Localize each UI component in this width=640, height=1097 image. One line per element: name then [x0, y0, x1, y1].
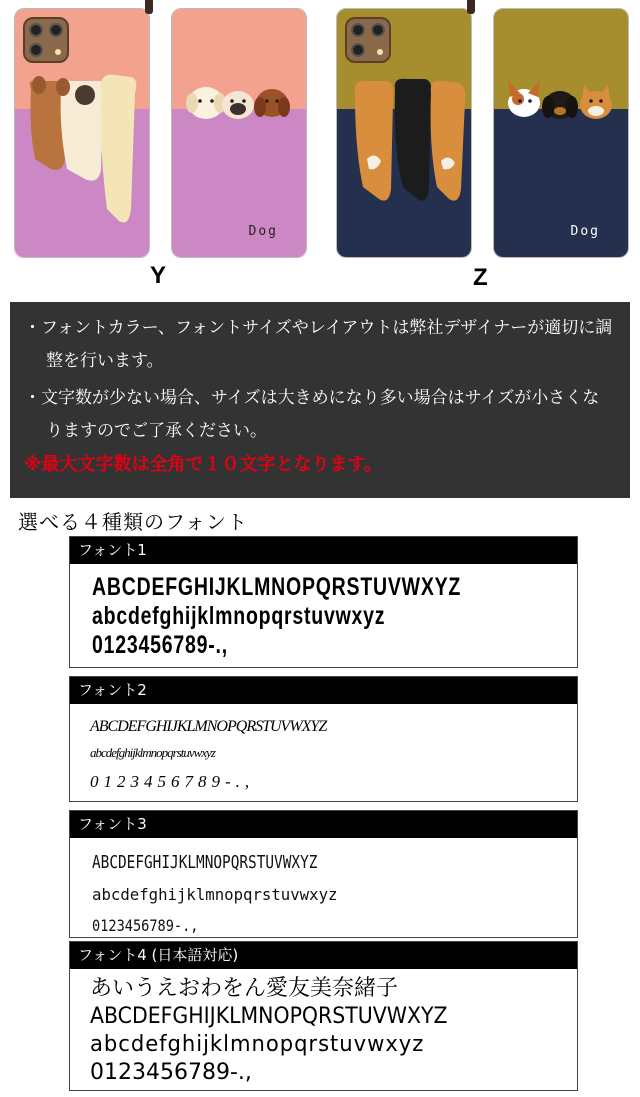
font-2-digits: 0123456789-.,	[90, 772, 255, 791]
case-y-text: Dog	[248, 224, 278, 239]
case-z-back	[336, 8, 472, 258]
font-4-digits: 0123456789-.,	[90, 1060, 252, 1085]
notice-box	[10, 302, 630, 498]
dogs-back-illustration	[15, 9, 150, 258]
dogs-peeking-illustration	[494, 9, 629, 258]
notice-line-2: ・文字数が少ない場合、サイズは大きめになり多い場合はサイズが小さくなりますのでご了承ください。	[24, 388, 600, 441]
fonts-heading: 選べる４種類のフォント	[18, 510, 248, 534]
notice-warning: ※最大文字数は全角で１０文字となります。	[24, 454, 383, 475]
font-3-lowercase: abcdefghijklmnopqrstuvwxyz	[92, 885, 338, 904]
font-1-lowercase: abcdefghijklmnopqrstuvwxyz	[92, 602, 386, 630]
product-label-z: Z	[473, 264, 488, 291]
font-3-digits: 0123456789-.,	[92, 916, 199, 935]
font-1-title: フォント1	[70, 537, 577, 564]
font-2-uppercase: ABCDEFGHIJKLMNOPQRSTUVWXYZ	[90, 718, 327, 735]
font-sample-1[interactable]	[69, 536, 578, 668]
font-2-title: フォント2	[70, 677, 577, 704]
font-3-title: フォント3	[70, 811, 577, 838]
font-1-digits: 0123456789-.,	[92, 631, 228, 659]
dogs-back-illustration	[337, 9, 472, 258]
case-y-front	[171, 8, 307, 258]
font-sample-2[interactable]	[69, 676, 578, 802]
font-3-uppercase: ABCDEFGHIJKLMNOPQRSTUVWXYZ	[92, 852, 318, 873]
font-4-lowercase: abcdefghijklmnopqrstuvwxyz	[90, 1032, 425, 1057]
dogs-peeking-illustration	[172, 9, 307, 258]
strap-z	[467, 0, 475, 14]
case-z-text: Dog	[570, 224, 600, 239]
font-sample-3[interactable]	[69, 810, 578, 938]
case-y-back	[14, 8, 150, 258]
font-1-uppercase: ABCDEFGHIJKLMNOPQRSTUVWXYZ	[92, 573, 462, 601]
font-4-uppercase: ABCDEFGHIJKLMNOPQRSTUVWXYZ	[90, 1004, 448, 1029]
font-4-title: フォント4 (日本語対応)	[70, 942, 577, 969]
case-z-front	[493, 8, 629, 258]
font-sample-4[interactable]	[69, 941, 578, 1091]
product-label-y: Y	[150, 262, 167, 289]
notice-line-1: ・フォントカラー、フォントサイズやレイアウトは弊社デザイナーが適切に調整を行います。	[24, 318, 613, 371]
strap-y	[145, 0, 153, 14]
font-4-japanese: あいうえおわをん愛友美奈緒子	[90, 976, 399, 1001]
font-2-lowercase: abcdefghijklmnopqrstuvwxyz	[90, 745, 215, 760]
